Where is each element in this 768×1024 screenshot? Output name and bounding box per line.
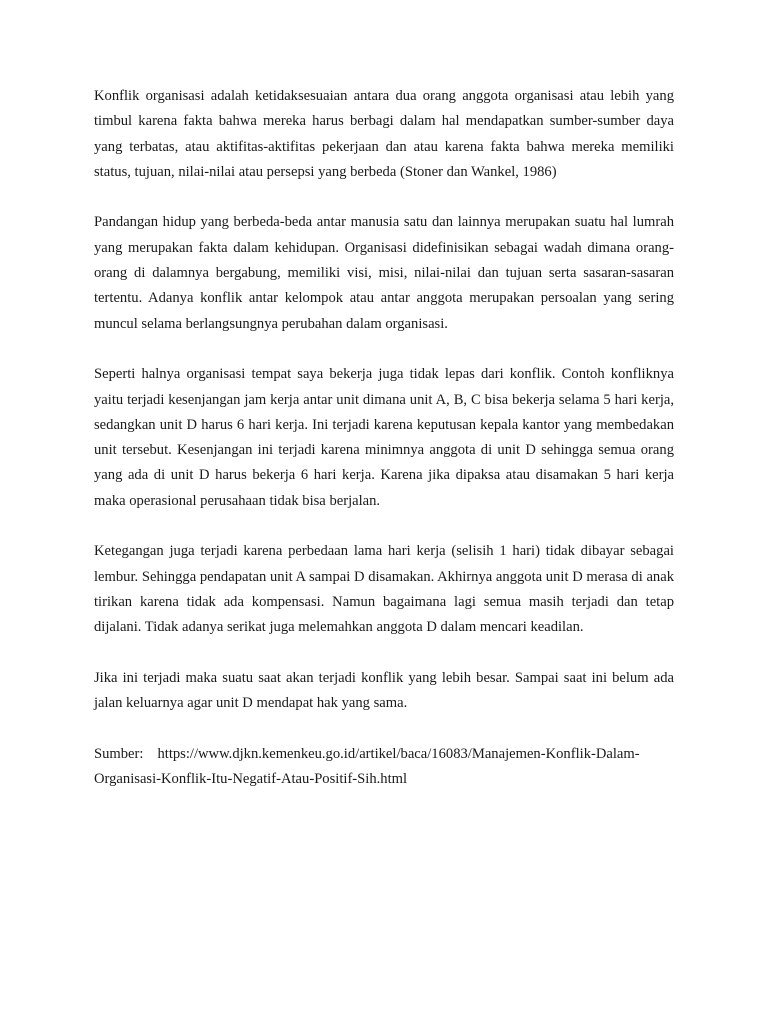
paragraph-definition: Konflik organisasi adalah ketidaksesuaian antara dua orang anggota organisasi atau lebih yang timbul karena fakta bahwa mereka harus berbagi dalam hal mendapatkan sumber-sumber daya yang terbatas, atau aktifitas-aktifitas pekerjaan dan atau karena fakta bahwa mereka memiliki status, tujuan, nilai-nilai atau persepsi yang berbeda (Stoner dan Wankel, 1986)	[94, 88, 674, 180]
source-citation	[94, 742, 674, 793]
source-label: Sumber:	[94, 745, 144, 762]
paragraph-workplace-example: Seperti halnya organisasi tempat saya bekerja juga tidak lepas dari konflik. Contoh konfliknya yaitu terjadi kesenjangan jam kerja antar unit dimana unit A, B, C bisa bekerja selama 5 hari kerja, sedangkan unit D harus 6 hari kerja. Ini terjadi karena keputusan kepala kantor yang membedakan unit tersebut. Kesenjangan ini terjadi karena minimnya anggota di unit D sehingga semua orang yang ada di unit D harus bekerja 6 hari kerja. Karena jika dipaksa atau disamakan 5 hari kerja maka operasional perusahaan tidak bisa berjalan.	[94, 366, 674, 509]
paragraph-conclusion: Jika ini terjadi maka suatu saat akan terjadi konflik yang lebih besar. Sampai saat ini belum ada jalan keluarnya agar unit D mendapat hak yang sama.	[94, 669, 674, 712]
paragraph-tension: Ketegangan juga terjadi karena perbedaan lama hari kerja (selisih 1 hari) tidak dibayar sebagai lembur. Sehingga pendapatan unit A sampai D disamakan. Akhirnya anggota unit D merasa di anak tirikan karena tidak ada kompensasi. Namun bagaimana lagi semua masih terjadi dan tetap dijalani. Tidak adanya serikat juga melemahkan anggota D dalam mencari keadilan.	[94, 543, 674, 636]
paragraph-worldview: Pandangan hidup yang berbeda-beda antar manusia satu dan lainnya merupakan suatu hal lumrah yang merupakan fakta dalam kehidupan. Organisasi didefinisikan sebagai wadah dimana orang-orang di dalamnya bergabung, memiliki visi, misi, nilai-nilai dan tujuan serta sasaran-sasaran tertentu. Adanya konflik antar kelompok atau antar anggota merupakan persoalan yang sering muncul selama berlangsungnya perubahan dalam organisasi.	[94, 214, 674, 332]
document-body	[94, 84, 674, 792]
source-url: https://www.djkn.kemenkeu.go.id/artikel/baca/16083/Manajemen-Konflik-Dalam-Organisasi-Konflik-Itu-Negatif-Atau-Positif-Sih.html	[94, 745, 640, 788]
